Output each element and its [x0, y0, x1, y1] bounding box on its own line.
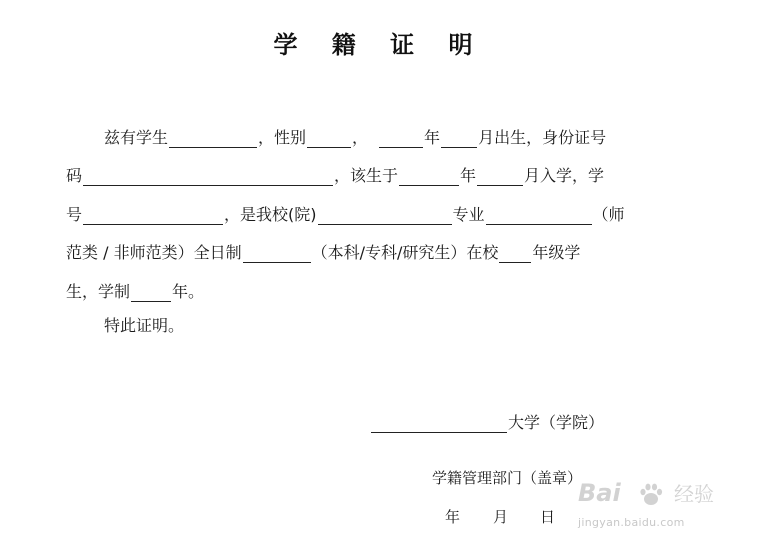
text-born-id: 月出生，身份证号	[478, 128, 607, 147]
watermark-jingyan-text: 经验	[674, 482, 714, 506]
student-number-blank[interactable]	[83, 205, 223, 225]
text-degree-options: （本科/专科/研究生）在校	[311, 243, 499, 262]
watermark-url: jingyan.baidu.com	[578, 516, 685, 529]
text-duration-label: 生，学制	[66, 282, 131, 301]
text-enrolled-at: ，该生于	[334, 166, 399, 185]
school-college-blank[interactable]	[318, 205, 452, 225]
baidu-jingyan-watermark	[578, 478, 728, 544]
enroll-month-blank[interactable]	[477, 166, 523, 186]
paragraph-line-2	[66, 164, 604, 188]
signature-department: 学籍管理部门（盖章）	[432, 469, 583, 487]
enroll-year-blank[interactable]	[399, 166, 459, 186]
id-number-blank[interactable]	[83, 166, 333, 186]
text-grade: 年级学	[532, 243, 581, 262]
document-title: 学 籍 证 明	[273, 31, 486, 59]
student-name-blank[interactable]	[169, 128, 257, 148]
paragraph-line-3	[66, 203, 625, 227]
text-our-school: ，是我校(院)	[224, 205, 317, 224]
paragraph-line-1	[104, 126, 606, 150]
birth-month-blank[interactable]	[441, 128, 477, 148]
university-label: 大学（学院）	[508, 413, 605, 432]
text-year-2: 年	[460, 166, 477, 185]
date-month: 月	[493, 508, 509, 526]
watermark-logo-text: Bai	[578, 479, 621, 507]
baidu-paw-icon	[638, 482, 664, 508]
grade-blank[interactable]	[499, 243, 531, 263]
text-gender-label: ，性别	[258, 128, 307, 147]
university-name-blank[interactable]	[371, 413, 507, 433]
birth-year-blank[interactable]	[379, 128, 423, 148]
text-ma: 码	[66, 166, 83, 185]
date-day: 日	[540, 508, 556, 526]
major-blank[interactable]	[486, 205, 592, 225]
gender-blank[interactable]	[307, 128, 351, 148]
paragraph-line-5	[66, 280, 204, 304]
text-normal-category: 范类 / 非师范类）全日制	[66, 243, 242, 262]
signature-university	[370, 411, 604, 435]
text-student-prefix: 兹有学生	[104, 128, 169, 147]
text-normal-open: （师	[592, 205, 625, 224]
closing-text: 特此证明。	[104, 316, 185, 335]
text-hao: 号	[66, 205, 83, 224]
closing-line	[104, 314, 184, 338]
duration-blank[interactable]	[131, 282, 171, 302]
text-year: 年	[424, 128, 441, 147]
text-major: 专业	[452, 205, 485, 224]
paragraph-line-4	[66, 241, 580, 265]
date-year: 年	[445, 508, 461, 526]
text-comma: ，	[352, 128, 369, 147]
text-month-enroll: 月入学，学	[524, 166, 605, 185]
text-years-end: 年。	[172, 282, 205, 301]
degree-level-blank[interactable]	[243, 243, 311, 263]
